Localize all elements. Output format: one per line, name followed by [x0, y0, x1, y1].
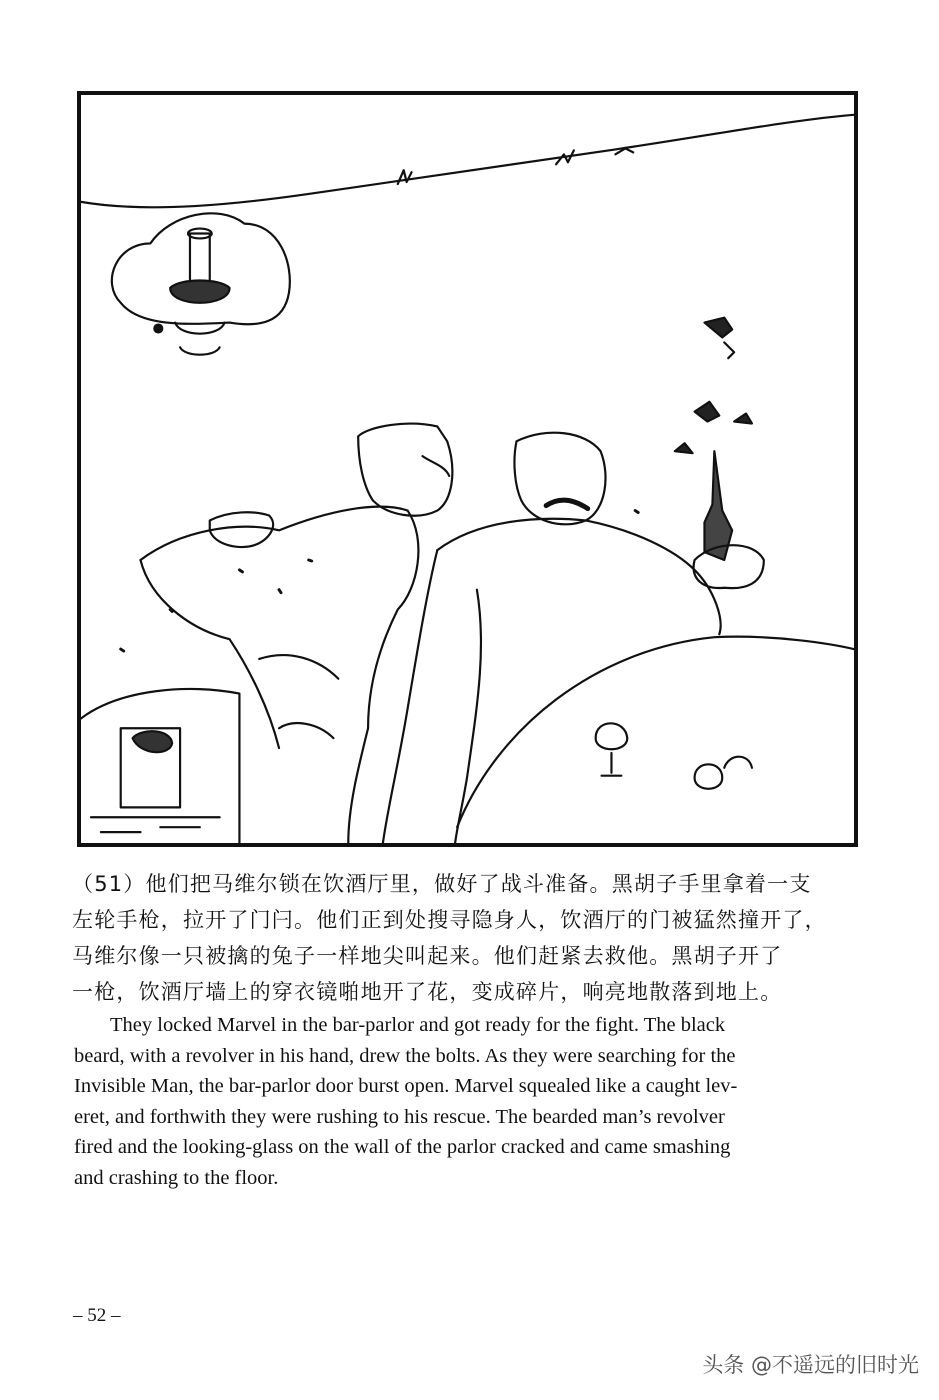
caption-chinese: [72, 866, 862, 1010]
illustration-frame: [77, 91, 858, 847]
caption-english-line: fired and the looking-glass on the wall of the parlor cracked and came smashing: [74, 1136, 731, 1159]
caption-english-line: They locked Marvel in the bar-parlor and got ready for the fight. The black: [110, 1014, 726, 1036]
caption-chinese-line: （51）他们把马维尔锁在饮酒厅里，做好了战斗准备。黑胡子手里拿着一支: [72, 872, 812, 896]
caption-english-line: and crashing to the floor.: [74, 1166, 279, 1189]
caption-english-line: eret, and forthwith they were rushing to his rescue. The bearded man’s revolver: [74, 1105, 725, 1128]
caption-chinese-line: 左轮手枪，拉开了门闩。他们正到处搜寻隐身人，饮酒厅的门被猛然撞开了，: [72, 908, 827, 932]
illustration-drawing: [81, 95, 854, 843]
page-number: – 52 –: [73, 1305, 121, 1326]
caption-chinese-line: 一枪，饮酒厅墙上的穿衣镜啪地开了花，变成碎片，响亮地散落到地上。: [72, 980, 783, 1004]
caption-chinese-line: 马维尔像一只被擒的兔子一样地尖叫起来。他们赶紧去救他。黑胡子开了: [72, 944, 783, 968]
watermark: 头条 @不遥远的旧时光: [702, 1353, 919, 1377]
caption-english-line: beard, with a revolver in his hand, drew the bolts. As they were searching for the: [74, 1044, 736, 1067]
caption-english-line: Invisible Man, the bar-parlor door burst open. Marvel squealed like a caught lev-: [74, 1075, 738, 1098]
caption-english: [74, 1010, 866, 1194]
